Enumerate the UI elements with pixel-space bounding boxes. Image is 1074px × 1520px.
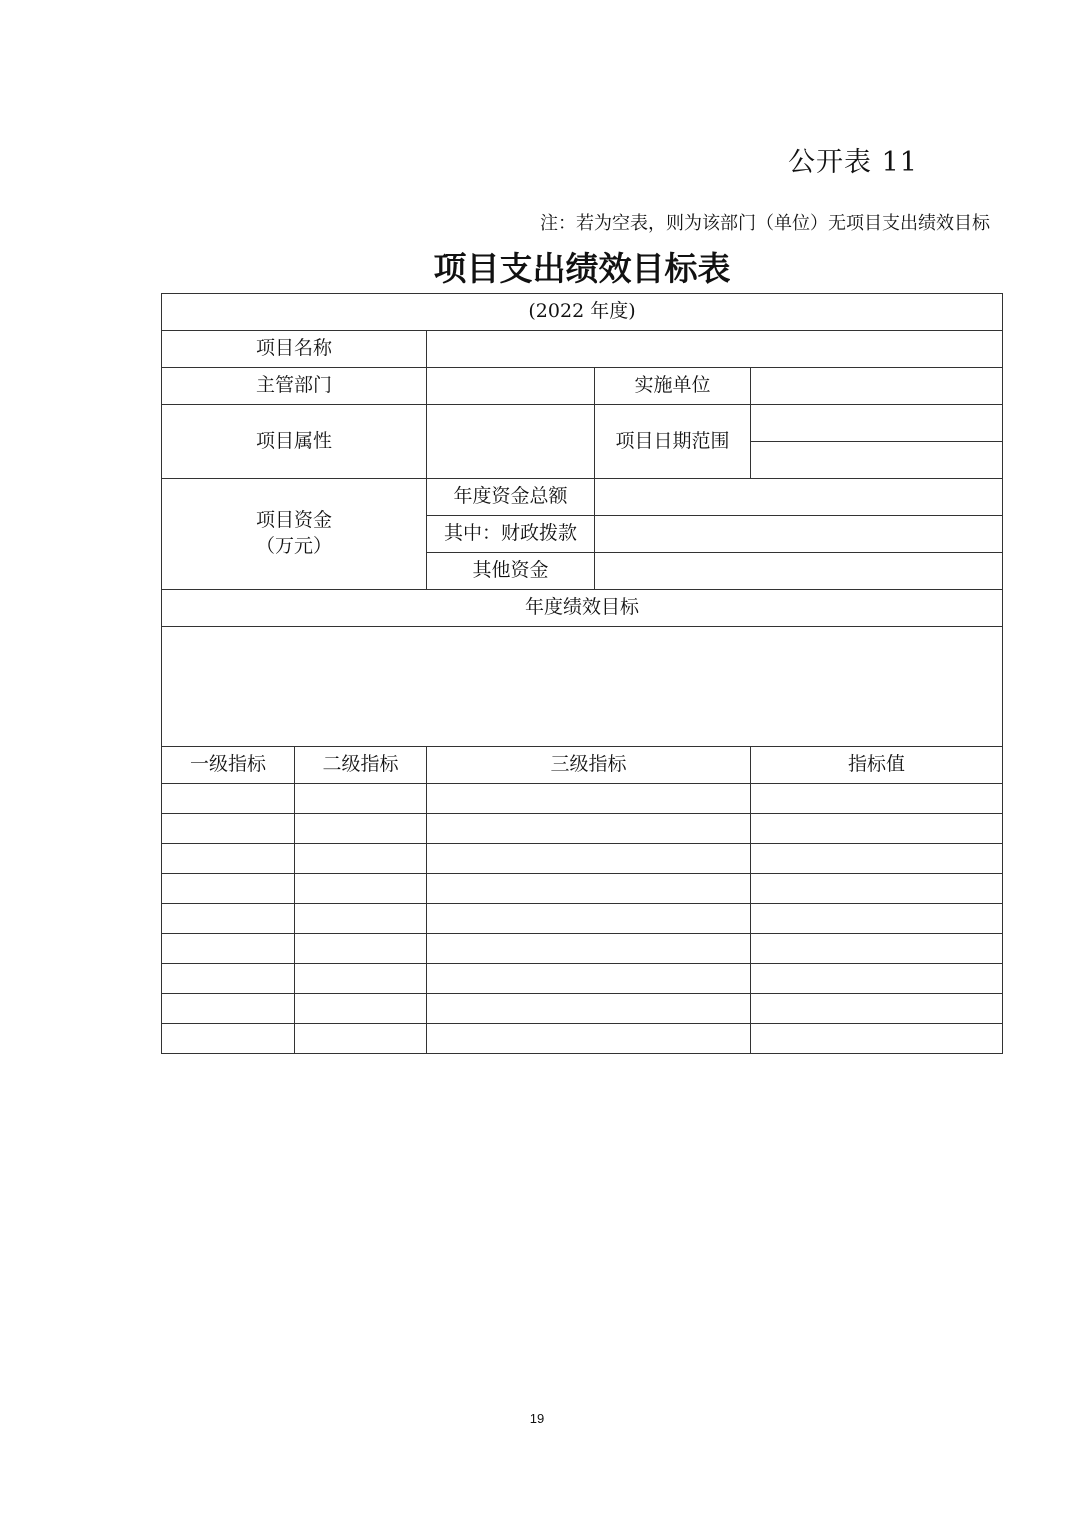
- level2-indicator-cell: [295, 844, 427, 874]
- indicator-value-cell: [751, 814, 1003, 844]
- indicator-value-cell: [751, 874, 1003, 904]
- level1-indicator-cell: [162, 994, 295, 1024]
- empty-table-note: 注：若为空表，则为该部门（单位）无项目支出绩效目标: [540, 213, 990, 234]
- level2-indicator-cell: [295, 874, 427, 904]
- level2-indicator-cell: [295, 1024, 427, 1054]
- year-row: [162, 294, 1003, 331]
- project-period-start: [751, 405, 1003, 442]
- level2-indicator-cell: [295, 904, 427, 934]
- level3-indicator-header: 三级指标: [427, 747, 751, 784]
- level3-indicator-cell: [427, 844, 751, 874]
- level2-indicator-cell: [295, 784, 427, 814]
- other-funds-value: [595, 553, 1003, 590]
- level2-indicator-cell: [295, 934, 427, 964]
- table-row: [162, 874, 1003, 904]
- indicator-value-cell: [751, 844, 1003, 874]
- project-funds-label: [162, 479, 427, 590]
- level1-indicator-cell: [162, 1024, 295, 1054]
- level1-indicator-cell: [162, 934, 295, 964]
- fiscal-appropriation-label: 其中：财政拨款: [427, 516, 595, 553]
- indicator-rows: [162, 784, 1003, 1054]
- indicator-value-cell: [751, 934, 1003, 964]
- project-attribute-label: 项目属性: [162, 405, 427, 479]
- table-row: [162, 934, 1003, 964]
- dept-row: [162, 368, 1003, 405]
- level3-indicator-cell: [427, 904, 751, 934]
- level3-indicator-cell: [427, 1024, 751, 1054]
- indicator-value-cell: [751, 1024, 1003, 1054]
- annual-total-label: 年度资金总额: [427, 479, 595, 516]
- annual-goal-content-row: [162, 627, 1003, 747]
- page-number: 19: [529, 1411, 545, 1426]
- project-period-label: 项目日期范围: [595, 405, 751, 479]
- project-period-end: [751, 442, 1003, 479]
- level2-indicator-cell: [295, 814, 427, 844]
- indicator-value-header: 指标值: [751, 747, 1003, 784]
- year-label: (2022 年度): [162, 294, 1003, 331]
- table-row: [162, 964, 1003, 994]
- annual-total-row: [162, 479, 1003, 516]
- level1-indicator-cell: [162, 904, 295, 934]
- table-row: [162, 1024, 1003, 1054]
- level3-indicator-cell: [427, 814, 751, 844]
- document-title: 项目支出绩效目标表: [433, 249, 731, 288]
- annual-total-value: [595, 479, 1003, 516]
- level3-indicator-cell: [427, 994, 751, 1024]
- level1-indicator-header: 一级指标: [162, 747, 295, 784]
- level1-indicator-cell: [162, 874, 295, 904]
- implementing-unit-label: 实施单位: [595, 368, 751, 405]
- indicator-value-cell: [751, 964, 1003, 994]
- level3-indicator-cell: [427, 784, 751, 814]
- indicator-value-cell: [751, 904, 1003, 934]
- level1-indicator-cell: [162, 844, 295, 874]
- table-row: [162, 904, 1003, 934]
- table-row: [162, 994, 1003, 1024]
- level3-indicator-cell: [427, 964, 751, 994]
- level1-indicator-cell: [162, 784, 295, 814]
- annual-goal-value: [162, 627, 1003, 747]
- level1-indicator-cell: [162, 814, 295, 844]
- attribute-row: [162, 405, 1003, 442]
- project-name-row: [162, 331, 1003, 368]
- fiscal-appropriation-value: [595, 516, 1003, 553]
- project-name-value: [427, 331, 1003, 368]
- project-name-label: 项目名称: [162, 331, 427, 368]
- level2-indicator-cell: [295, 964, 427, 994]
- annual-goal-label: 年度绩效目标: [162, 590, 1003, 627]
- annual-goal-header-row: [162, 590, 1003, 627]
- form-code: 公开表 11: [788, 147, 918, 178]
- level1-indicator-cell: [162, 964, 295, 994]
- table-row: [162, 844, 1003, 874]
- level3-indicator-cell: [427, 874, 751, 904]
- other-funds-label: 其他资金: [427, 553, 595, 590]
- table-row: [162, 814, 1003, 844]
- indicator-header-row: [162, 747, 1003, 784]
- project-funds-title: 项目资金: [255, 509, 332, 532]
- competent-dept-value: [427, 368, 595, 405]
- performance-target-table: [161, 293, 1003, 1054]
- indicator-value-cell: [751, 994, 1003, 1024]
- table-row: [162, 784, 1003, 814]
- competent-dept-label: 主管部门: [162, 368, 427, 405]
- level2-indicator-header: 二级指标: [295, 747, 427, 784]
- level2-indicator-cell: [295, 994, 427, 1024]
- project-funds-unit: （万元）: [255, 535, 332, 557]
- level3-indicator-cell: [427, 934, 751, 964]
- indicator-value-cell: [751, 784, 1003, 814]
- implementing-unit-value: [751, 368, 1003, 405]
- project-attribute-value: [427, 405, 595, 479]
